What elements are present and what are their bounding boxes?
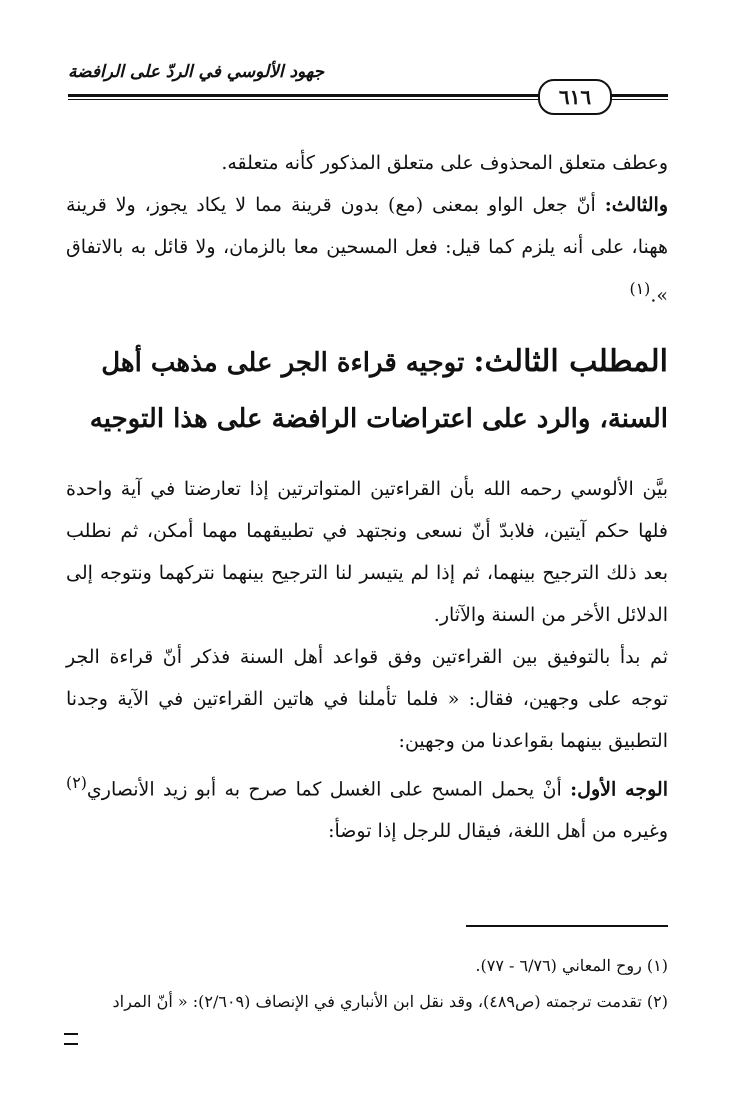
third-point xyxy=(66,184,668,316)
third-lead: والثالث: xyxy=(604,194,668,216)
first-text-cont: وغيره من أهل اللغة، فيقال للرجل إذا توضأ: xyxy=(328,820,668,843)
footnote-separator xyxy=(466,925,668,927)
heading-text: توجيه قراءة الجر على مذهب أهل السنة، والرد على اعتراضات الرافضة على هذا التوجيه xyxy=(89,348,668,434)
paragraph-alusi: بيَّن الألوسي رحمه الله بأن القراءتين المتواترتين إذا تعارضتا في آية واحدة فلها حكم آيتين، فلابدّ أنّ نسعى ونجتهد في تطبيقهما مهما أمكن، ثم نطلب بعد ذلك الترجيح بينهما، ثم إذا لم يتيسر لنا الترجيح بينهما نتركهما ونتوجه إلى الدلائل الأخر من السنة والآثار. xyxy=(66,478,668,626)
footnote-2: (٢) تقدمت ترجمته (ص٤٨٩)، وقد نقل ابن الأنباري في الإنصاف (٢/٦٠٩): « أنّ المراد xyxy=(112,992,668,1011)
intro-text xyxy=(66,142,668,316)
third-text: أنّ جعل الواو بمعنى (مع) بدون قرينة مما لا يكاد يجوز، ولا قرينة ههنا، على أنه يلزم كما قيل: فعل المسحين معا بالزمان، ولا قائل به بالاتفاق ». xyxy=(66,194,668,307)
first-text: أنْ يحمل المسح على الغسل كما صرح به أبو زيد الأنصاري xyxy=(86,778,562,801)
first-lead: الوجه الأول: xyxy=(570,778,668,801)
footnote-1: (١) روح المعاني (٦/٧٦ - ٧٧). xyxy=(475,956,668,975)
continuation-mark xyxy=(64,1033,78,1045)
running-header-title: جهود الألوسي في الردّ على الرافضة xyxy=(68,62,325,82)
paragraph-reconcile: ثم بدأ بالتوفيق بين القراءتين وفق قواعد أهل السنة فذكر أنّ قراءة الجر توجه على وجهين، فقال: « فلما تأملنا في هاتين القراءتين في الآية وجدنا التطبيق بينهما بقواعدنا من وجهين: xyxy=(66,646,668,752)
first-aspect xyxy=(66,762,668,852)
main-text xyxy=(66,468,668,852)
section-heading xyxy=(66,334,668,447)
footnote-ref-2: (٢) xyxy=(66,773,87,792)
footnote-ref-1: (١) xyxy=(629,279,651,298)
heading-label: المطلب الثالث: xyxy=(473,344,668,379)
continuation-line: وعطف متعلق المحذوف على متعلق المذكور كأنه متعلقه. xyxy=(221,152,668,174)
footnotes xyxy=(66,948,668,1020)
page-number: ٦١٦ xyxy=(538,79,612,115)
